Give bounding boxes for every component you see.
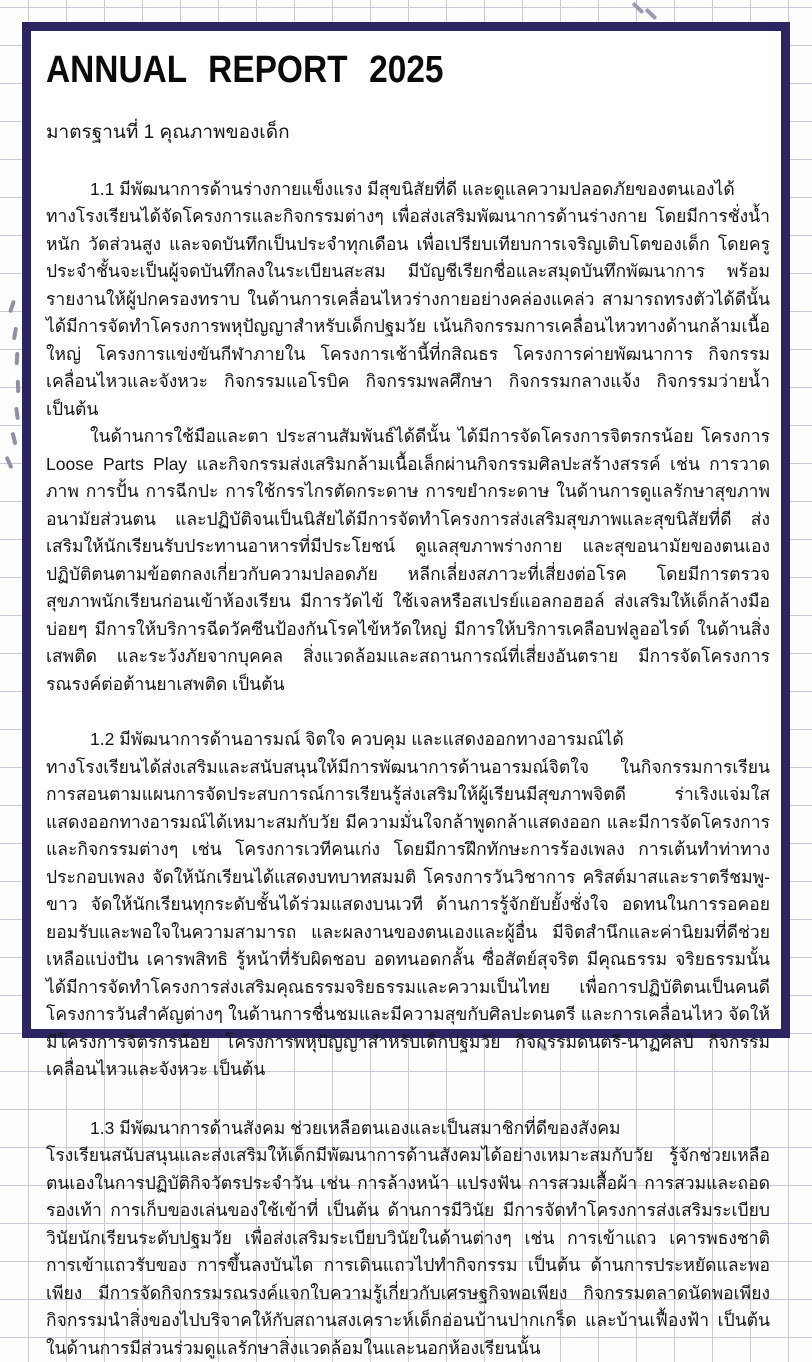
section-heading: 1.1 มีพัฒนาการด้านร่างกายแข็งแรง มีสุขนิสัยที่ดี และดูแลความปลอดภัยของตนเองได้ xyxy=(46,176,770,204)
dash-stroke-icon xyxy=(8,300,16,314)
section-paragraph: โรงเรียนสนับสนุนและส่งเสริมให้เด็กมีพัฒนาการด้านสังคมได้อย่างเหมาะสมกับวัย รู้จักช่วยเหลือตนเองในการปฏิบัติกิจวัตรประจำวัน เช่น การล้างหน้า แปรงฟัน การสวมเสื้อผ้า การสวมและถอดรองเท้า การเก็บของเล่นของใช้เข้าที่ เป็นต้น ด้านการมีวินัย มีการจัดทำโครงการส่งเสริมระเบียบวินัยนักเรียนระดับปฐมวัย เพื่อส่งเสริมระเบียบวินัยในด้านต่างๆ เช่น การเข้าแถว เคารพธงชาติ การเข้าแถวรับของ การขึ้นลงบันได การเดินแถวไปทำกิจกรรม เป็นต้น ด้านการประหยัดและพอเพียง มีการจัดกิจกรรมรณรงค์แจกใบความรู้เกี่ยวกับเศรษฐกิจพอเพียง กิจกรรมตลาดนัดพอเพียง กิจกรรมนำสิ่งของไปบริจาคให้กับสถานสงเคราะห์เด็กอ่อนบ้านปากเกร็ด และบ้านเฟื้องฟ้า เป็นต้น ในด้านการมีส่วนร่วมดูแลรักษาสิ่งแวดล้อมในและนอกห้องเรียนนั้น xyxy=(46,1142,770,1362)
pen-mark-icon xyxy=(632,2,645,15)
section-paragraph: ทางโรงเรียนได้จัดโครงการและกิจกรรมต่างๆ เพื่อส่งเสริมพัฒนาการด้านร่างกาย โดยมีการชั่งน้ำหนัก วัดส่วนสูง และจดบันทึกเป็นประจำทุกเดือน เพื่อเปรียบเทียบการเจริญเติบโตของเด็ก โดยครูประจำชั้นจะเป็นผู้จดบันทึกลงในระเบียนสะสม มีบัญชีเรียกชื่อและสมุดบันทึกพัฒนาการ พร้อมรายงานให้ผู้ปกครองทราบ ในด้านการเคลื่อนไหวร่างกายอย่างคล่องแคล่ว สามารถทรงตัวได้ดีนั้น ได้มีการจัดทำโครงการพหุปัญญาสำหรับเด็กปฐมวัย เน้นกิจกรรมการเคลื่อนไหวทางด้านกล้ามเนื้อใหญ่ โครงการแข่งขันกีฬาภายใน โครงการเช้านี้ที่กสิณธร โครงการค่ายพัฒนาการ กิจกรรมเคลื่อนไหวและจังหวะ กิจกรรมแอโรบิค กิจกรรมพลศึกษา กิจกรรมกลางแจ้ง กิจกรรมว่ายน้ำ เป็นต้น xyxy=(46,203,770,423)
dash-stroke-icon xyxy=(5,456,14,470)
report-title: ANNUAL REPORT 2025 xyxy=(46,49,444,92)
dash-stroke-icon xyxy=(10,432,17,446)
document-page xyxy=(22,22,790,1038)
section-heading: 1.3 มีพัฒนาการด้านสังคม ช่วยเหลือตนเองและเป็นสมาชิกที่ดีของสังคม xyxy=(46,1115,770,1143)
pen-mark-icon xyxy=(645,8,658,21)
dash-stroke-icon xyxy=(14,407,20,420)
section-paragraph: ในด้านการใช้มือและตา ประสานสัมพันธ์ได้ดีนั้น ได้มีการจัดโครงการจิตรกรน้อย โครงการ Loose Parts Play และกิจกรรมส่งเสริมกล้ามเนื้อเล็กผ่านกิจกรรมศิลปะสร้างสรรค์ เช่น การวาดภาพ การปั้น การฉีกปะ การใช้กรรไกรตัดกระดาษ การขยำกระดาษ ในด้านการดูแลรักษาสุขภาพอนามัยส่วนตน และปฏิบัติจนเป็นนิสัยได้มีการจัดทำโครงการส่งเสริมสุขภาพและสุขนิสัยที่ดี ส่งเสริมให้นักเรียนรับประทานอาหารที่มีประโยชน์ ดูแลสุขภาพร่างกาย และสุขอนามัยของตนเอง ปฏิบัติตนตามข้อตกลงเกี่ยวกับความปลอดภัย หลีกเลี่ยงสภาวะที่เสี่ยงต่อโรค โดยมีการตรวจสุขภาพนักเรียนก่อนเข้าห้องเรียน มีการวัดไข้ ใช้เจลหรือสเปรย์แอลกอฮอล์ ส่งเสริมให้เด็กล้างมือบ่อยๆ มีการให้บริการฉีดวัคซีนป้องกันโรคไข้หวัดใหญ่ มีการให้บริการเคลือบฟลูออไรด์ ในด้านสิ่งเสพติด และระวังภัยจากบุคคล สิ่งแวดล้อมและสถานการณ์ที่เสี่ยงอันตราย มีการจัดโครงการรณรงค์ต่อต้านยาเสพติด เป็นต้น xyxy=(46,423,770,698)
dash-stroke-icon xyxy=(15,352,20,365)
dash-stroke-icon xyxy=(12,327,18,340)
section-1-1 xyxy=(46,176,770,699)
section-1-2 xyxy=(46,726,770,1084)
section-1-3 xyxy=(46,1115,770,1362)
dash-stroke-icon xyxy=(16,380,20,393)
standard-heading: มาตรฐานที่ 1 คุณภาพของเด็ก xyxy=(46,119,770,147)
section-heading: 1.2 มีพัฒนาการด้านอารมณ์ จิตใจ ควบคุม และแสดงออกทางอารมณ์ได้ xyxy=(46,726,770,754)
section-paragraph: ทางโรงเรียนได้ส่งเสริมและสนับสนุนให้มีการพัฒนาการด้านอารมณ์จิตใจ ในกิจกรรมการเรียนการสอนตามแผนการจัดประสบการณ์การเรียนรู้ส่งเสริมให้ผู้เรียนมีสุขภาพจิตดี ร่าเริงแจ่มใสแสดงออกทางอารมณ์ได้เหมาะสมกับวัย มีความมั่นใจกล้าพูดกล้าแสดงออก และมีการจัดโครงการและกิจกรรมต่างๆ เช่น โครงการเวทีคนเก่ง โดยมีการฝึกทักษะการร้องเพลง การเต้นทำท่าทางประกอบเพลง จัดให้นักเรียนได้แสดงบทบาทสมมติ โครงการวันวิชาการ คริสต์มาสและราตรีชมพู-ขาว จัดให้นักเรียนทุกระดับชั้นได้ร่วมแสดงบนเวที ด้านการรู้จักยับยั้งชั่งใจ อดทนในการรอคอย ยอมรับและพอใจในความสามารถ และผลงานของตนเองและผู้อื่น มีจิตสำนึกและค่านิยมที่ดีช่วยเหลือแบ่งปัน เคารพสิทธิ รู้หน้าที่รับผิดชอบ อดทนอดกลั้น ซื่อสัตย์สุจริต มีคุณธรรม จริยธรรมนั้น ได้มีการจัดทำโครงการส่งเสริมคุณธรรมจริยธรรมและความเป็นไทย เพื่อการปฏิบัติตนเป็นคนดี โครงการวันสำคัญต่างๆ ในด้านการชื่นชมและมีความสุขกับศิลปะดนตรี และการเคลื่อนไหว จัดให้มีโครงการจิตรกรน้อย โครงการพหุปัญญาสำหรับเด็กปฐมวัย กิจกรรมดนตรี-นาฏศิลป์ กิจกรรมเคลื่อนไหวและจังหวะ เป็นต้น xyxy=(46,754,770,1084)
